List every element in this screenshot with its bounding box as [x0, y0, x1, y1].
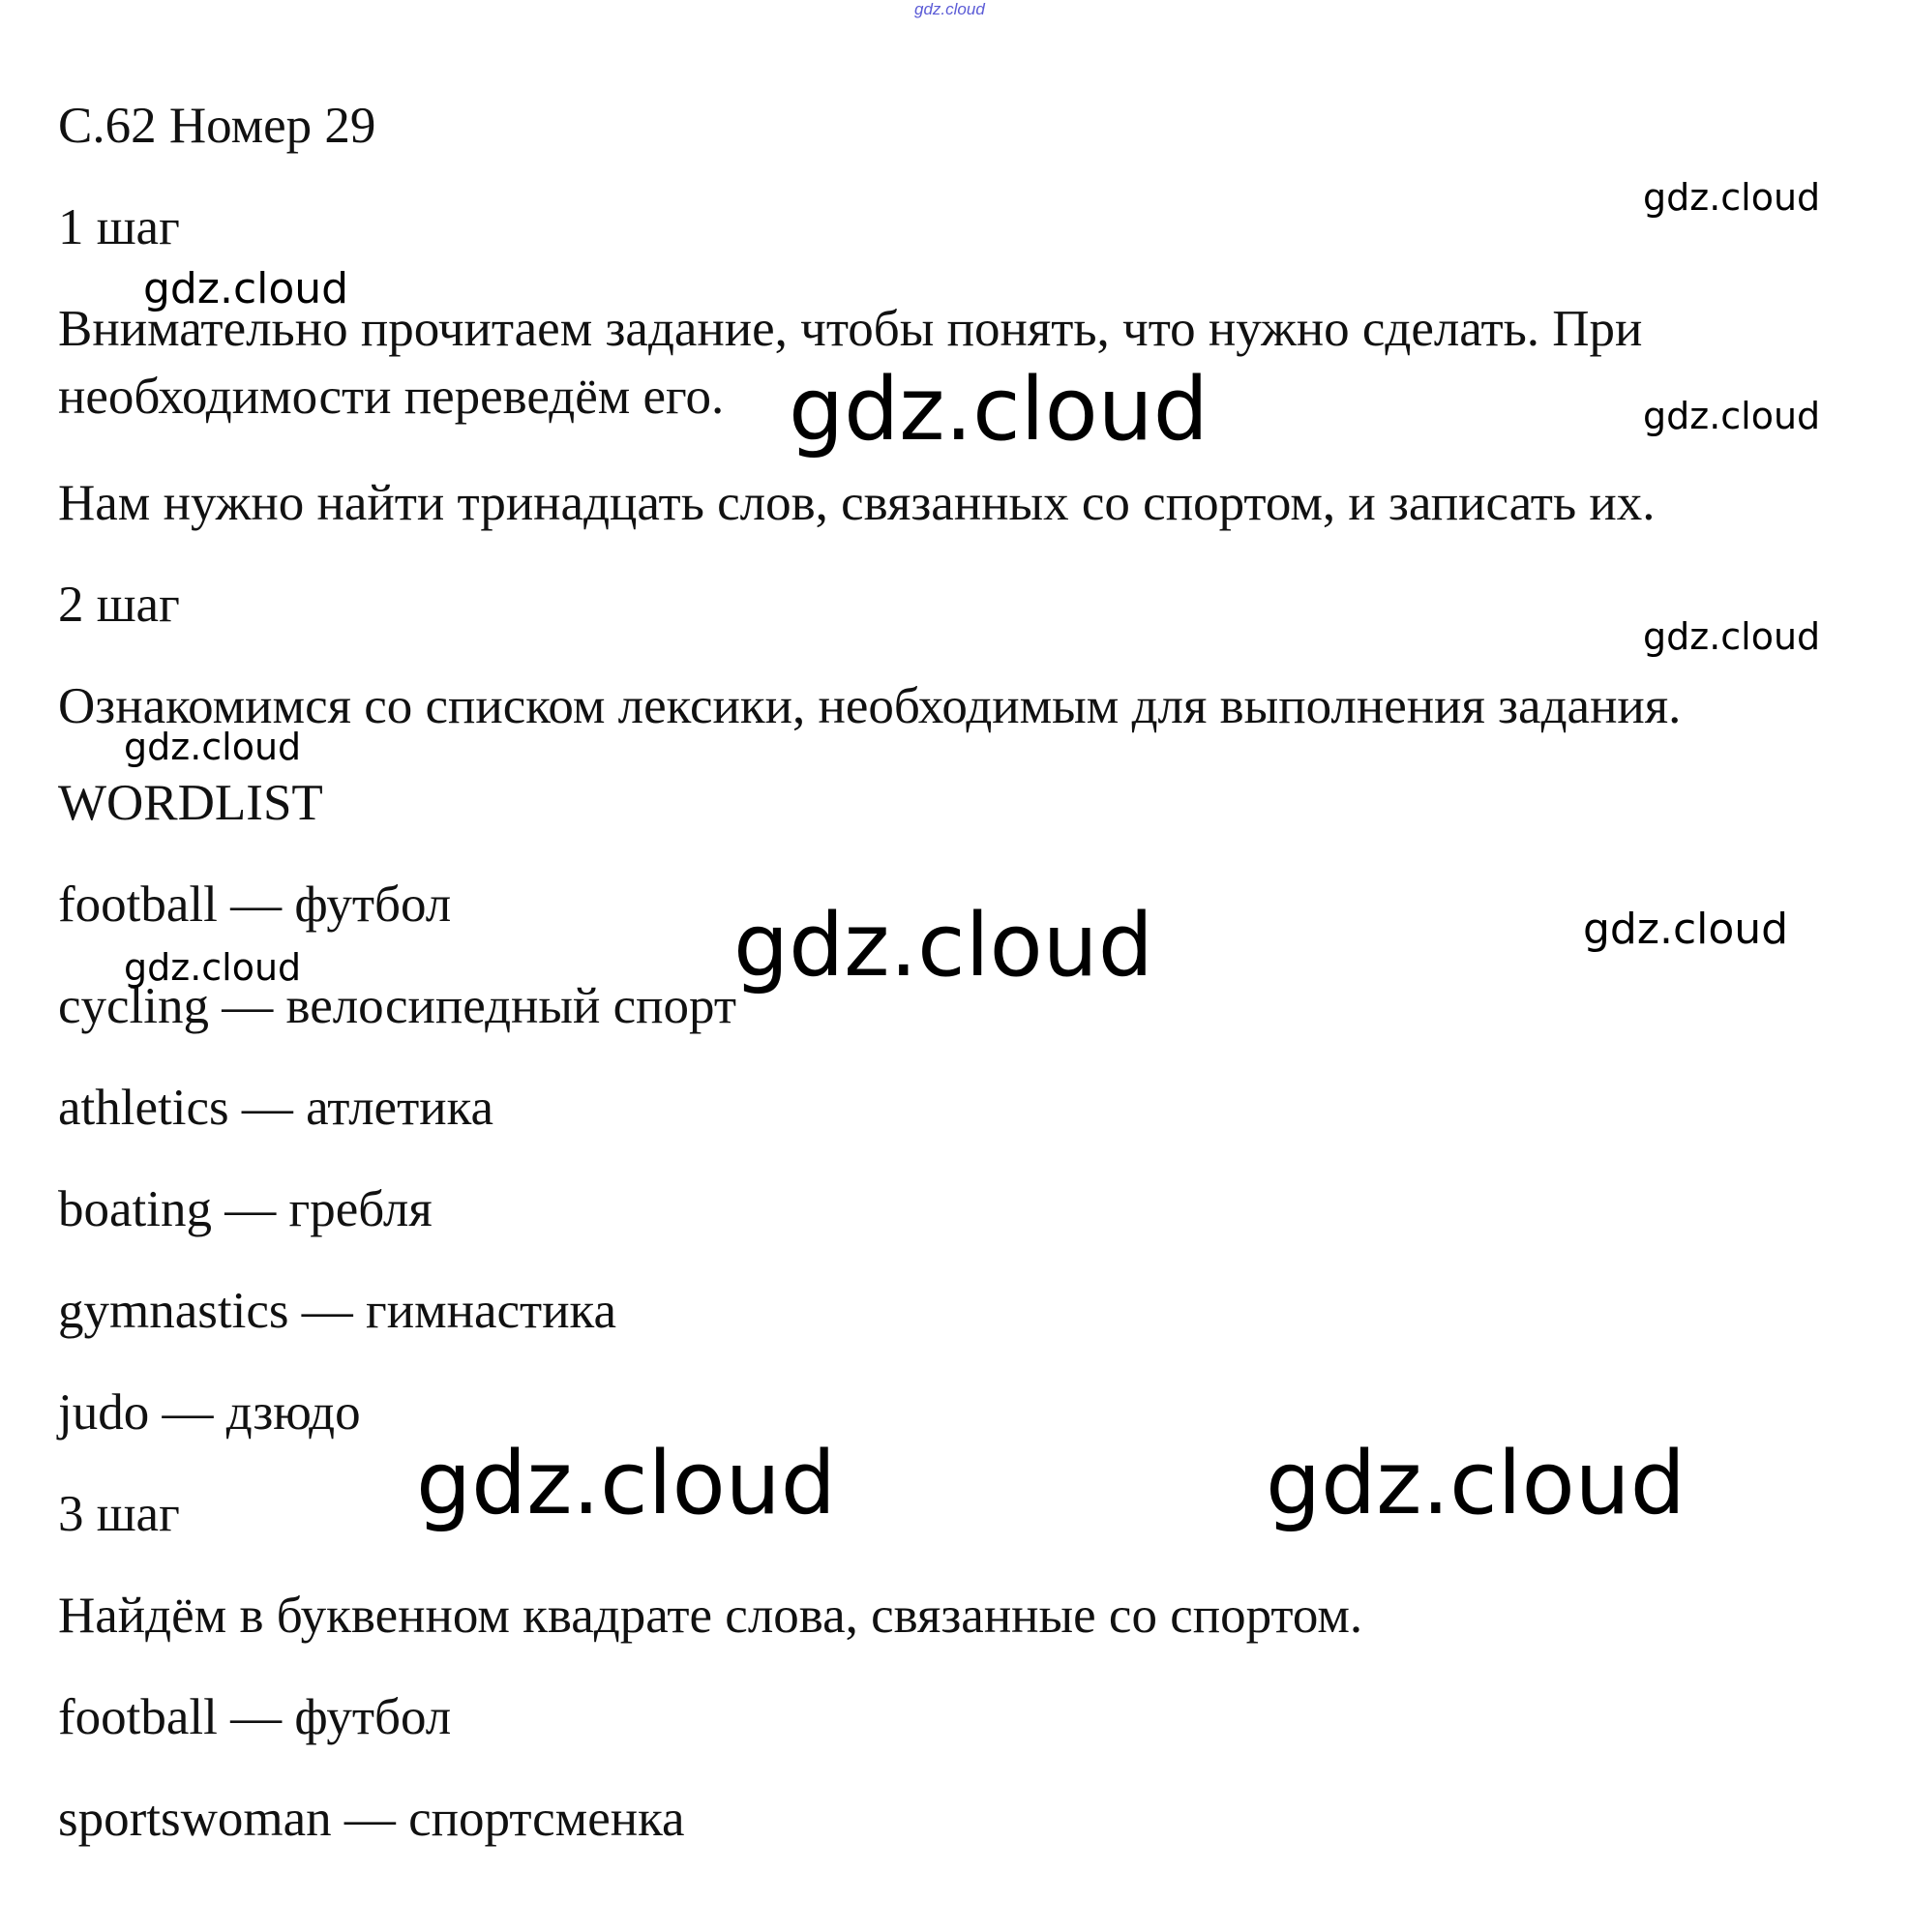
watermark: gdz.cloud [416, 1433, 836, 1534]
watermark: gdz.cloud [733, 895, 1153, 996]
step2-intro: Ознакомимся со списком лексики, необходимым для выполнения задания. [58, 678, 1682, 734]
header-link[interactable]: gdz.cloud [914, 0, 985, 18]
watermark: gdz.cloud [789, 359, 1209, 461]
step1-label: 1 шаг [58, 199, 180, 255]
wordlist-item: gymnastics — гимнастика [58, 1283, 617, 1339]
step1-goal: Нам нужно найти тринадцать слов, связанных со спортом, и записать их. [58, 475, 1656, 531]
wordlist-item: athletics — атлетика [58, 1080, 494, 1136]
step2-label: 2 шаг [58, 577, 180, 633]
watermark: gdz.cloud [1266, 1433, 1686, 1534]
wordlist-item: boating — гребля [58, 1181, 433, 1237]
found-word: sportswoman — спортсменка [58, 1791, 685, 1847]
watermark: gdz.cloud [124, 726, 302, 768]
step1-paragraph-line2: необходимости переведём его. [58, 369, 725, 425]
watermark: gdz.cloud [1643, 176, 1821, 219]
found-word: football — футбол [58, 1689, 452, 1745]
watermark: gdz.cloud [1643, 395, 1821, 437]
step1-paragraph-line1: Внимательно прочитаем задание, чтобы понять, что нужно сделать. При [58, 301, 1643, 357]
wordlist-item: judo — дзюдо [58, 1384, 361, 1441]
step3-intro: Найдём в буквенном квадрате слова, связанные со спортом. [58, 1588, 1363, 1644]
step3-label: 3 шаг [58, 1486, 180, 1542]
watermark: gdz.cloud [1643, 615, 1821, 658]
wordlist-item: cycling — велосипедный спорт [58, 978, 736, 1034]
watermark: gdz.cloud [143, 264, 349, 313]
wordlist-title: WORDLIST [58, 775, 323, 831]
watermark: gdz.cloud [1583, 905, 1789, 954]
watermark: gdz.cloud [124, 946, 302, 989]
page-title: С.62 Номер 29 [58, 98, 376, 154]
wordlist-item: football — футбол [58, 877, 452, 933]
